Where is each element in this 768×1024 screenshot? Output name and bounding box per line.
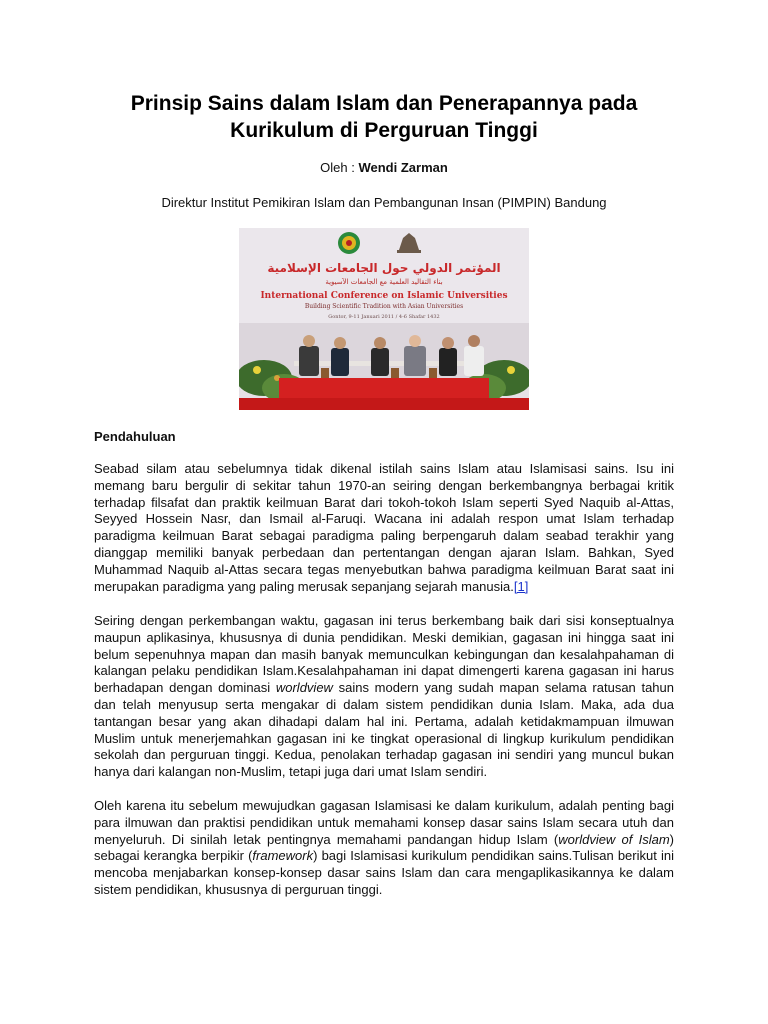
paragraph-3-italic-2: framework xyxy=(252,848,314,864)
paragraph-1 xyxy=(94,461,674,595)
paragraph-3-part-3: ) bagi Islamisasi kurikulum pendidikan sains.Tulisan berikut ini mencoba menjabarkan konsep-konsep dasar sains Islam dan cara mengaplikasikannya ke dalam sistem pendidikan, khususnya di perguruan tinggi. xyxy=(94,848,674,897)
author-name: Wendi Zarman xyxy=(358,160,448,175)
banner-date: Gontor, 9-11 Januari 2011 / 4-6 Shafar 1432 xyxy=(328,314,440,320)
paragraph-2-part-1: Seiring dengan perkembangan waktu, gagasan ini terus berkembang baik dari sisi konseptualnya maupun aplikasinya, khususnya di dunia pendidikan. Meski demikian, gagasan ini hingga saat ini belum sepenuhnya mapan dan masih banyak memunculkan kebingungan dan kesalahpahaman di kalangan pelaku pendidikan Islam.Kesalahpahaman ini dapat dimengerti karena gagasan ini harus berhadapan dengan dominasi xyxy=(94,613,674,696)
author-line xyxy=(94,160,674,175)
footnote-link[interactable]: [1] xyxy=(513,578,529,594)
section-heading: Pendahuluan xyxy=(94,429,176,444)
banner-subtitle: Building Scientific Tradition with Asian Universities xyxy=(304,303,464,310)
paragraph-2 xyxy=(94,613,674,781)
banner-title: International Conference on Islamic Universities xyxy=(260,291,508,301)
paragraph-3-part-1: Oleh karena itu sebelum mewujudkan gagasan Islamisasi ke dalam kurikulum, adalah penting bagi para ilmuwan dan praktisi pendidikan untuk memahami konsep dasar sains Islam secara utuh dan menyeluruh. Di sinilah letak pentingnya memahami pandangan hidup Islam ( xyxy=(94,798,674,847)
document-title xyxy=(94,90,674,144)
banner-arabic-sub: بناء التقاليد العلمية مع الجامعات الآسيوية xyxy=(325,278,443,286)
university-logo-left xyxy=(338,232,360,254)
title-line-1: Prinsip Sains dalam Islam dan Penerapannya pada xyxy=(130,92,638,115)
author-prefix: Oleh : xyxy=(320,160,359,175)
paragraph-3-italic-1: worldview of Islam xyxy=(558,831,670,847)
author-affiliation: Direktur Institut Pemikiran Islam dan Pembangunan Insan (PIMPIN) Bandung xyxy=(161,195,607,210)
paragraph-3-part-2: ) sebagai kerangka berpikir ( xyxy=(94,831,674,864)
title-line-2: Kurikulum di Perguruan Tinggi xyxy=(230,119,538,142)
conference-photo xyxy=(239,228,529,410)
paragraph-2-italic: worldview xyxy=(275,680,333,696)
paragraph-1-text: Seabad silam atau sebelumnya tidak dikenal istilah sains Islam atau Islamisasi sains. Isu ini memang baru bergulir di sekitar tahun 1970-an seiring dengan berkembangnya berbagai kritik terhadap filsafat dan praktik keilmuan Barat dari tokoh-tokoh Islam seperti Syed Naquib al-Attas, Seyyed Hossein Nasr, dan Ismail al-Faruqi. Wacana ini adalah respon umat Islam terhadap paradigma keilmuan Barat sebagai paradigma paling berpengaruh dalam seabad terakhir yang dianggap memiliki banyak perbedaan dan pertentangan dengan ajaran Islam. Bahkan, Syed Muhammad Naquib al-Attas secara tegas menyebutkan bahwa paradigma keilmuan Barat saat ini merupakan paradigma yang paling merusak sepanjang sejarah manusia. xyxy=(94,461,674,594)
banner-arabic: المؤتمر الدولي حول الجامعات الإسلامية xyxy=(267,261,501,275)
paragraph-2-part-2: sains modern yang sudah mapan selama ratusan tahun dan telah menyusup serta mengakar di dalam sistem pendidikan dunia Islam. Maka, ada dua tantangan besar yang akan dihadapi dalam hal ini. Pertama, adalah ketidakmampuan ilmuwan Muslim untuk menerjemahkan gagasan ini ke tingkat operasional di lingkup kurikulum pendidikan sekolah dan perguruan tinggi. Kedua, penolakan terhadap gagasan ini sendiri yang muncul bukan hanya dari kalangan non-Muslim, tetapi juga dari umat Islam sendiri. xyxy=(94,680,674,780)
paragraph-3 xyxy=(94,798,674,899)
